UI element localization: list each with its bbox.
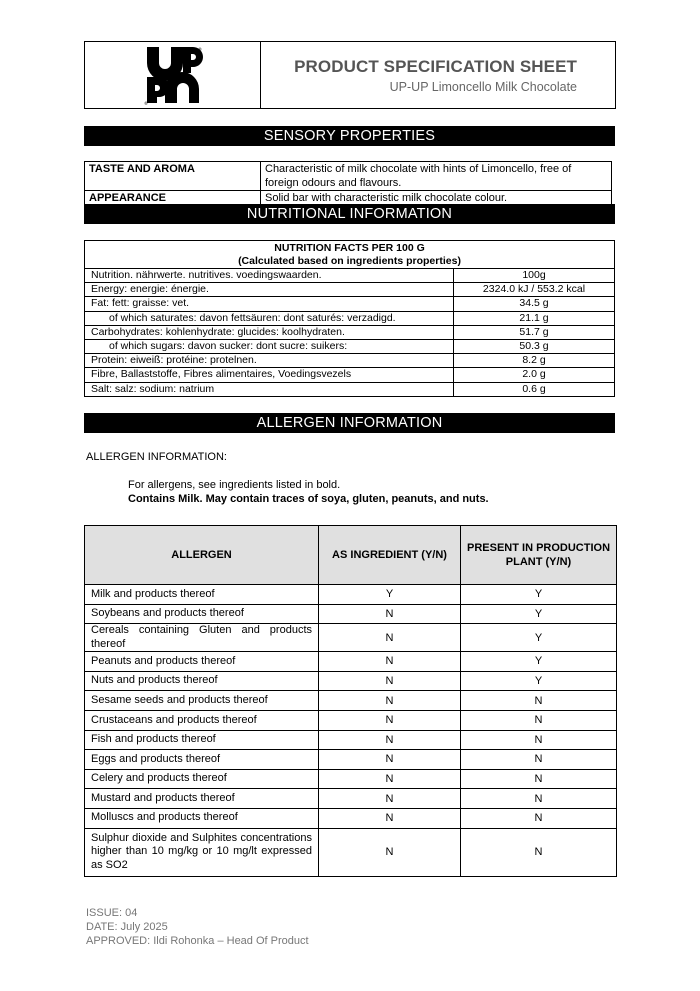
allergen-ingredient-value: N	[319, 624, 461, 652]
issue-date: DATE: July 2025	[86, 921, 168, 933]
allergen-name: Nuts and products thereof	[85, 671, 319, 691]
nutrition-row	[85, 297, 615, 311]
allergen-ingredient-value: N	[319, 652, 461, 672]
allergen-name: Eggs and products thereof	[85, 750, 319, 770]
nutrient-value: 2.0 g	[454, 368, 615, 382]
nutrient-value: 100g	[454, 269, 615, 283]
section-bar-allergen: ALLERGEN INFORMATION	[84, 413, 615, 433]
nutrition-row	[85, 269, 615, 283]
allergen-ingredient-value: N	[319, 691, 461, 711]
up-up-logo	[143, 44, 203, 106]
allergen-info-label: ALLERGEN INFORMATION:	[86, 451, 227, 463]
nutrient-label: of which sugars: davon sucker: dont sucre: suikers:	[85, 339, 454, 353]
allergen-plant-value: N	[461, 730, 617, 750]
nutrition-row	[85, 311, 615, 325]
allergen-row	[85, 808, 617, 828]
allergen-row	[85, 585, 617, 605]
allergen-row	[85, 624, 617, 652]
sensory-label: APPEARANCE	[85, 191, 261, 206]
nutrient-label: Carbohydrates: kohlenhydrate: glucides: koolhydraten.	[85, 325, 454, 339]
allergen-plant-value: N	[461, 750, 617, 770]
allergen-ingredient-value: N	[319, 769, 461, 789]
allergen-plant-value: Y	[461, 671, 617, 691]
nutrition-row	[85, 354, 615, 368]
section-bar-nutrition: NUTRITIONAL INFORMATION	[84, 204, 615, 224]
sensory-row	[85, 162, 612, 191]
allergen-name: Molluscs and products thereof	[85, 808, 319, 828]
title-cell	[261, 42, 615, 108]
allergen-name: Celery and products thereof	[85, 769, 319, 789]
allergen-plant-value: Y	[461, 585, 617, 605]
allergen-header-row	[85, 526, 617, 585]
allergen-name: Sesame seeds and products thereof	[85, 691, 319, 711]
nutrition-row	[85, 339, 615, 353]
svg-text:®: ®	[197, 47, 202, 52]
column-header-allergen: ALLERGEN	[85, 526, 319, 585]
allergen-plant-value: N	[461, 808, 617, 828]
column-header-ingredient: AS INGREDIENT (Y/N)	[319, 526, 461, 585]
nutrition-row	[85, 368, 615, 382]
allergen-name: Sulphur dioxide and Sulphites concentrations higher than 10 mg/kg or 10 mg/lt expressed as SO2	[85, 828, 319, 876]
nutrient-label: Nutrition. nährwerte. nutritives. voedingswaarden.	[85, 269, 454, 283]
allergen-row	[85, 730, 617, 750]
nutrient-label: Salt: salz: sodium: natrium	[85, 382, 454, 396]
nutrient-label: Fibre, Ballaststoffe, Fibres alimentaires, Voedingsvezels	[85, 368, 454, 382]
allergen-ingredient-value: N	[319, 750, 461, 770]
allergen-plant-value: N	[461, 691, 617, 711]
allergen-row	[85, 671, 617, 691]
document-subtitle: UP-UP Limoncello Milk Chocolate	[389, 79, 577, 94]
allergen-ingredient-value: N	[319, 789, 461, 809]
nutrition-heading-row	[85, 241, 615, 269]
allergen-ingredient-value: Y	[319, 585, 461, 605]
allergen-ingredient-value: N	[319, 671, 461, 691]
nutrient-value: 0.6 g	[454, 382, 615, 396]
allergen-contains-statement: Contains Milk. May contain traces of soya, gluten, peanuts, and nuts.	[128, 493, 489, 505]
sensory-table	[84, 161, 612, 206]
sensory-value: Solid bar with characteristic milk chocolate colour.	[261, 191, 612, 206]
document-header	[84, 41, 616, 109]
nutrient-value: 50.3 g	[454, 339, 615, 353]
column-header-plant: PRESENT IN PRODUCTION PLANT (Y/N)	[461, 526, 617, 585]
allergen-name: Fish and products thereof	[85, 730, 319, 750]
allergen-ingredient-value: N	[319, 808, 461, 828]
allergen-plant-value: Y	[461, 624, 617, 652]
approved-by: APPROVED: Ildi Rohonka – Head Of Product	[86, 935, 309, 947]
nutrient-value: 8.2 g	[454, 354, 615, 368]
nutrient-label: of which saturates: davon fettsäuren: dont saturés: verzadigd.	[85, 311, 454, 325]
nutrient-label: Protein: eiweiß: protéine: protelnen.	[85, 354, 454, 368]
nutrition-heading	[85, 241, 615, 269]
document-footer	[86, 906, 309, 948]
allergen-row	[85, 828, 617, 876]
document-title: PRODUCT SPECIFICATION SHEET	[294, 56, 577, 76]
nutrient-label: Fat: fett: graisse: vet.	[85, 297, 454, 311]
allergen-row	[85, 789, 617, 809]
logo-cell	[85, 42, 261, 108]
allergen-plant-value: N	[461, 828, 617, 876]
nutrition-row	[85, 382, 615, 396]
nutrient-label: Energy: energie: énergie.	[85, 283, 454, 297]
allergen-name: Cereals containing Gluten and products thereof	[85, 624, 319, 652]
allergen-note-line: For allergens, see ingredients listed in bold.	[128, 479, 341, 491]
nutrient-value: 51.7 g	[454, 325, 615, 339]
nutrient-value: 34.5 g	[454, 297, 615, 311]
allergen-row	[85, 652, 617, 672]
nutrition-row	[85, 283, 615, 297]
allergen-name: Soybeans and products thereof	[85, 604, 319, 624]
allergen-row	[85, 604, 617, 624]
allergen-row	[85, 769, 617, 789]
svg-text:®: ®	[143, 101, 148, 106]
allergen-plant-value: Y	[461, 652, 617, 672]
allergen-plant-value: N	[461, 789, 617, 809]
allergen-ingredient-value: N	[319, 828, 461, 876]
allergen-row	[85, 691, 617, 711]
sensory-label: TASTE AND AROMA	[85, 162, 261, 191]
nutrition-row	[85, 325, 615, 339]
nutrition-heading-line1: NUTRITION FACTS PER 100 G	[274, 242, 425, 254]
nutrition-heading-line2: (Calculated based on ingredients properties)	[238, 255, 461, 267]
allergen-plant-value: N	[461, 769, 617, 789]
allergen-name: Peanuts and products thereof	[85, 652, 319, 672]
allergen-name: Milk and products thereof	[85, 585, 319, 605]
sensory-value: Characteristic of milk chocolate with hints of Limoncello, free of foreign odours and flavours.	[261, 162, 612, 191]
allergen-table	[84, 525, 617, 877]
allergen-ingredient-value: N	[319, 604, 461, 624]
allergen-plant-value: Y	[461, 604, 617, 624]
allergen-name: Crustaceans and products thereof	[85, 710, 319, 730]
allergen-plant-value: N	[461, 710, 617, 730]
allergen-note	[128, 478, 489, 506]
allergen-row	[85, 750, 617, 770]
nutrient-value: 21.1 g	[454, 311, 615, 325]
allergen-row	[85, 710, 617, 730]
allergen-name: Mustard and products thereof	[85, 789, 319, 809]
allergen-ingredient-value: N	[319, 730, 461, 750]
allergen-ingredient-value: N	[319, 710, 461, 730]
nutrient-value: 2324.0 kJ / 553.2 kcal	[454, 283, 615, 297]
nutrition-table	[84, 240, 615, 397]
section-bar-sensory: SENSORY PROPERTIES	[84, 126, 615, 146]
issue-number: ISSUE: 04	[86, 907, 138, 919]
